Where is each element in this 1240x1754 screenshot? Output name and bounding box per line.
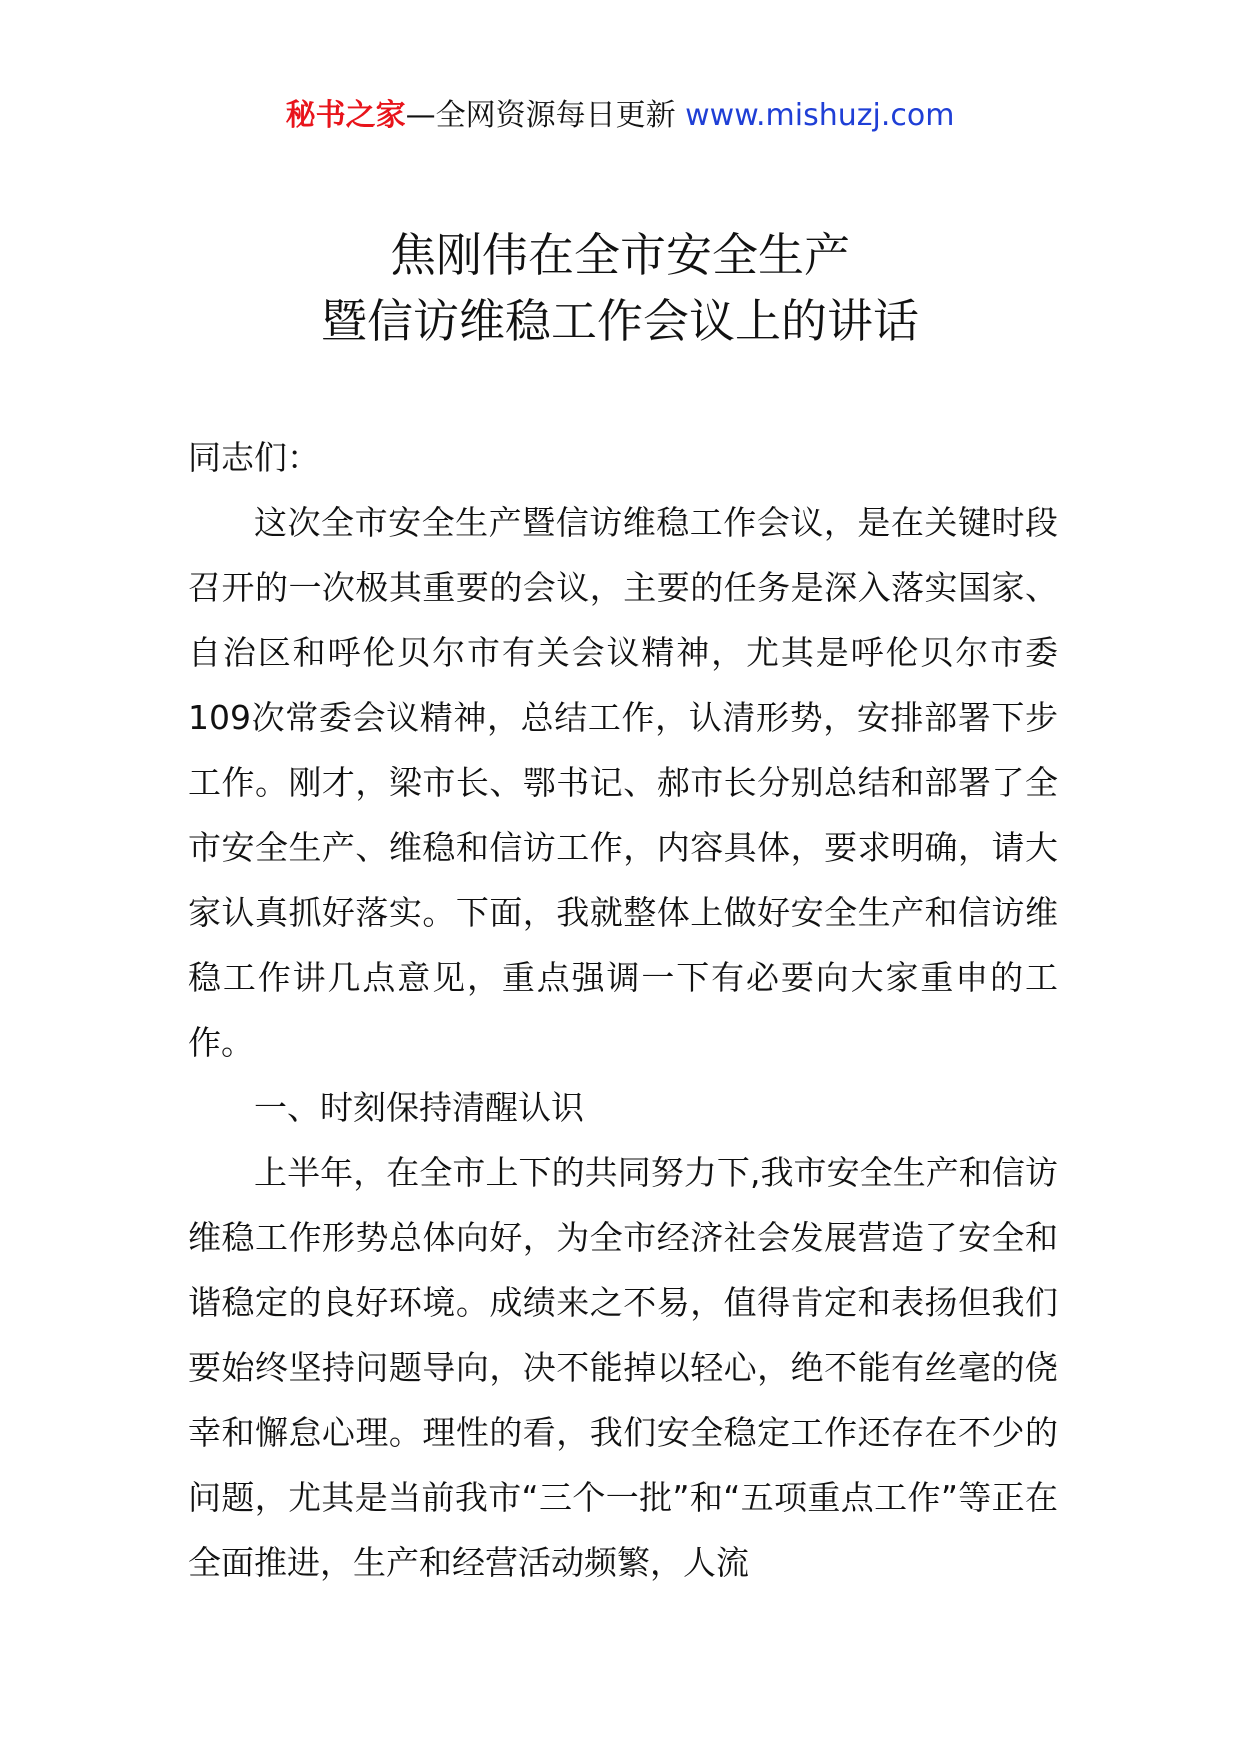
- title-line-1: 焦刚伟在全市安全生产: [390, 228, 850, 282]
- document-body: [188, 425, 1058, 1595]
- paragraph-section-1: 上半年，在全市上下的共同努力下,我市安全生产和信访维稳工作形势总体向好，为全市经济社会发展营造了安全和谐稳定的良好环境。成绩来之不易，值得肯定和表扬但我们要始终坚持问题导向，决不能掉以轻心，绝不能有丝毫的侥幸和懈怠心理。理性的看，我们安全稳定工作还存在不少的问题，尤其是当前我市“三个一批”和“五项重点工作”等正在全面推进，生产和经营活动频繁，人流: [188, 1153, 1058, 1582]
- paragraph-intro: 这次全市安全生产暨信访维稳工作会议，是在关键时段召开的一次极其重要的会议，主要的任务是深入落实国家、自治区和呼伦贝尔市有关会议精神，尤其是呼伦贝尔市委109次常委会议精神，总结工作，认清形势，安排部署下步工作。刚才，梁市长、鄂书记、郝市长分别总结和部署了全市安全生产、维稳和信访工作，内容具体，要求明确，请大家认真抓好落实。下面，我就整体上做好安全生产和信访维稳工作讲几点意见，重点强调一下有必要向大家重申的工作。: [188, 503, 1058, 1062]
- site-url-link[interactable]: www.mishuzj.com: [685, 98, 955, 133]
- site-header: [0, 96, 1240, 136]
- section-heading-1: 一、时刻保持清醒认识: [254, 1088, 584, 1127]
- salutation: 同志们：: [188, 438, 320, 477]
- document-title: [0, 222, 1240, 354]
- title-line-2: 暨信访维稳工作会议上的讲话: [321, 294, 919, 348]
- site-brand: 秘书之家: [285, 98, 406, 133]
- site-tagline: —全网资源每日更新: [405, 98, 676, 133]
